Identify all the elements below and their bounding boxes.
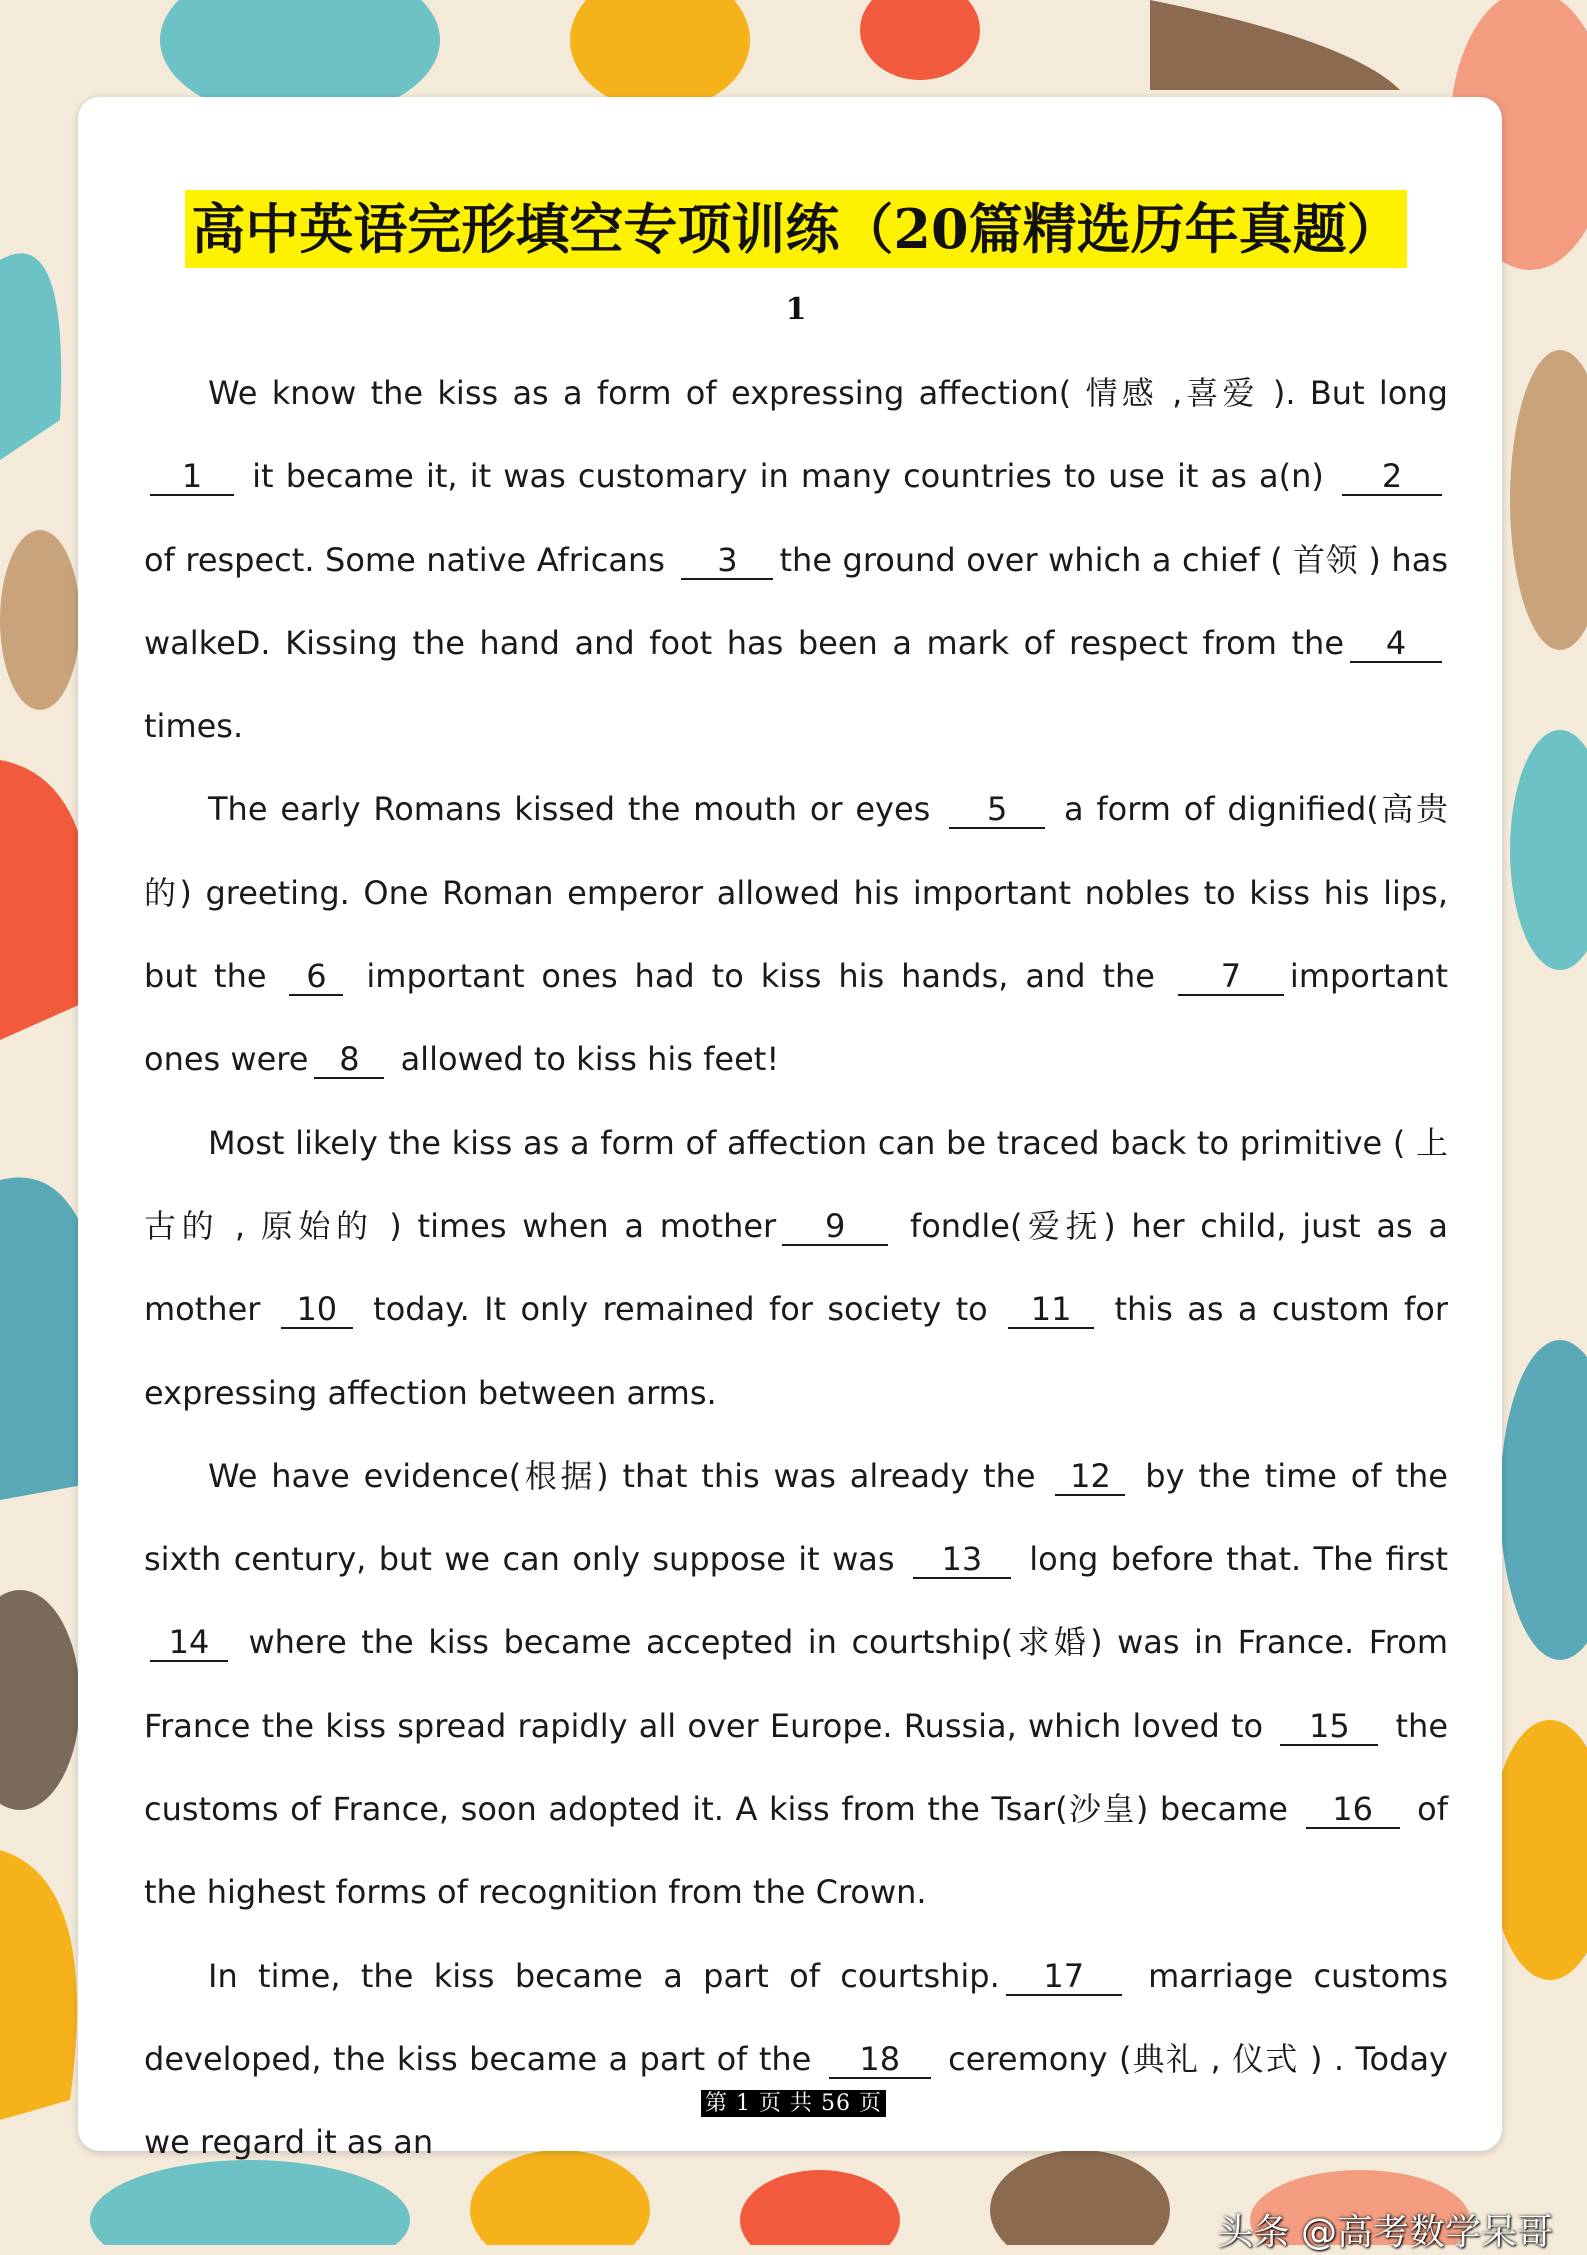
text-run: this as a custom for expressing affection between arms.	[144, 1290, 1449, 1412]
title-wrapper	[144, 190, 1448, 268]
text-run: allowed to kiss his feet!	[390, 1040, 780, 1079]
blank-14: 14	[150, 1624, 228, 1662]
passage-text	[144, 352, 1448, 2185]
paragraph	[144, 1102, 1448, 1435]
blank-1: 1	[150, 458, 234, 496]
text-run: by the time of the sixth century, but we can only suppose it was	[144, 1456, 1448, 1579]
text-run: the customs of France, soon adopted it. A kiss from the Tsar(沙皇) became	[144, 1706, 1449, 1829]
text-run: ceremony (典礼 , 仪式 ) . Today we regard it as an	[144, 2039, 1448, 2162]
blank-7: 7	[1178, 958, 1284, 996]
blank-3: 3	[681, 542, 773, 580]
text-run: fondle(爱抚) her child, just as a mother	[144, 1206, 1448, 1329]
paragraph	[144, 352, 1448, 768]
blank-9: 9	[782, 1208, 888, 1246]
text-run: Most likely the kiss as a form of affection can be traced back to primitive ( 上古的 , 原始的 ) times when a mother	[144, 1123, 1448, 1245]
paragraph	[144, 768, 1448, 1101]
blank-13: 13	[913, 1541, 1011, 1579]
blank-8: 8	[314, 1041, 384, 1079]
blank-16: 16	[1306, 1791, 1400, 1829]
blank-2: 2	[1342, 458, 1442, 496]
text-run: We have evidence(根据) that this was already the	[208, 1456, 1050, 1495]
page-title: 高中英语完形填空专项训练（20篇精选历年真题）	[185, 190, 1406, 268]
blank-5: 5	[949, 791, 1045, 829]
blank-10: 10	[281, 1291, 353, 1329]
text-run: We know the kiss as a form of expressing affection( 情感 ,喜爱 ). But long	[208, 374, 1448, 412]
blank-18: 18	[829, 2041, 931, 2079]
blank-11: 11	[1008, 1291, 1094, 1329]
text-run: a form of dignified(高贵的) greeting. One Roman emperor allowed his important nobles to kiss his lips, but the	[144, 790, 1448, 996]
blank-6: 6	[289, 958, 343, 996]
text-run: important ones were	[144, 957, 1449, 1079]
blank-15: 15	[1280, 1708, 1378, 1746]
text-run: where the kiss became accepted in courtship(求婚) was in France. From France the kiss spread rapidly all over Europe. Russia, which loved to	[144, 1623, 1448, 1745]
text-run: of the highest forms of recognition from the Crown.	[144, 1790, 1448, 1912]
document-content	[144, 190, 1448, 2185]
text-run: the ground over which a chief ( 首领 ) has walkeD. Kissing the hand and foot has been a mark of respect from the	[144, 540, 1448, 662]
text-run: The early Romans kissed the mouth or eyes	[208, 790, 944, 829]
text-run: it became it, it was customary in many countries to use it as a(n)	[240, 457, 1336, 496]
passage-number: 1	[785, 292, 807, 327]
text-run: important ones had to kiss his hands, and the	[349, 957, 1172, 996]
blank-17: 17	[1006, 1958, 1122, 1996]
page-footer	[0, 2086, 1587, 2117]
text-run: times.	[144, 707, 244, 746]
watermark: 头条 @高考数学呆哥	[1217, 2212, 1553, 2253]
text-run: of respect. Some native Africans	[144, 540, 676, 579]
text-run: In time, the kiss became a part of courtship.	[208, 1956, 1000, 1995]
page-indicator: 第 1 页 共 56 页	[701, 2090, 886, 2117]
text-run: marriage customs developed, the kiss became a part of the	[144, 1956, 1448, 2078]
blank-12: 12	[1055, 1458, 1125, 1496]
paragraph	[144, 1935, 1448, 2185]
paragraph	[144, 1435, 1448, 1935]
blank-4: 4	[1350, 625, 1442, 663]
text-run: today. It only remained for society to	[358, 1290, 1003, 1329]
text-run: long before that. The first	[1016, 1540, 1449, 1579]
